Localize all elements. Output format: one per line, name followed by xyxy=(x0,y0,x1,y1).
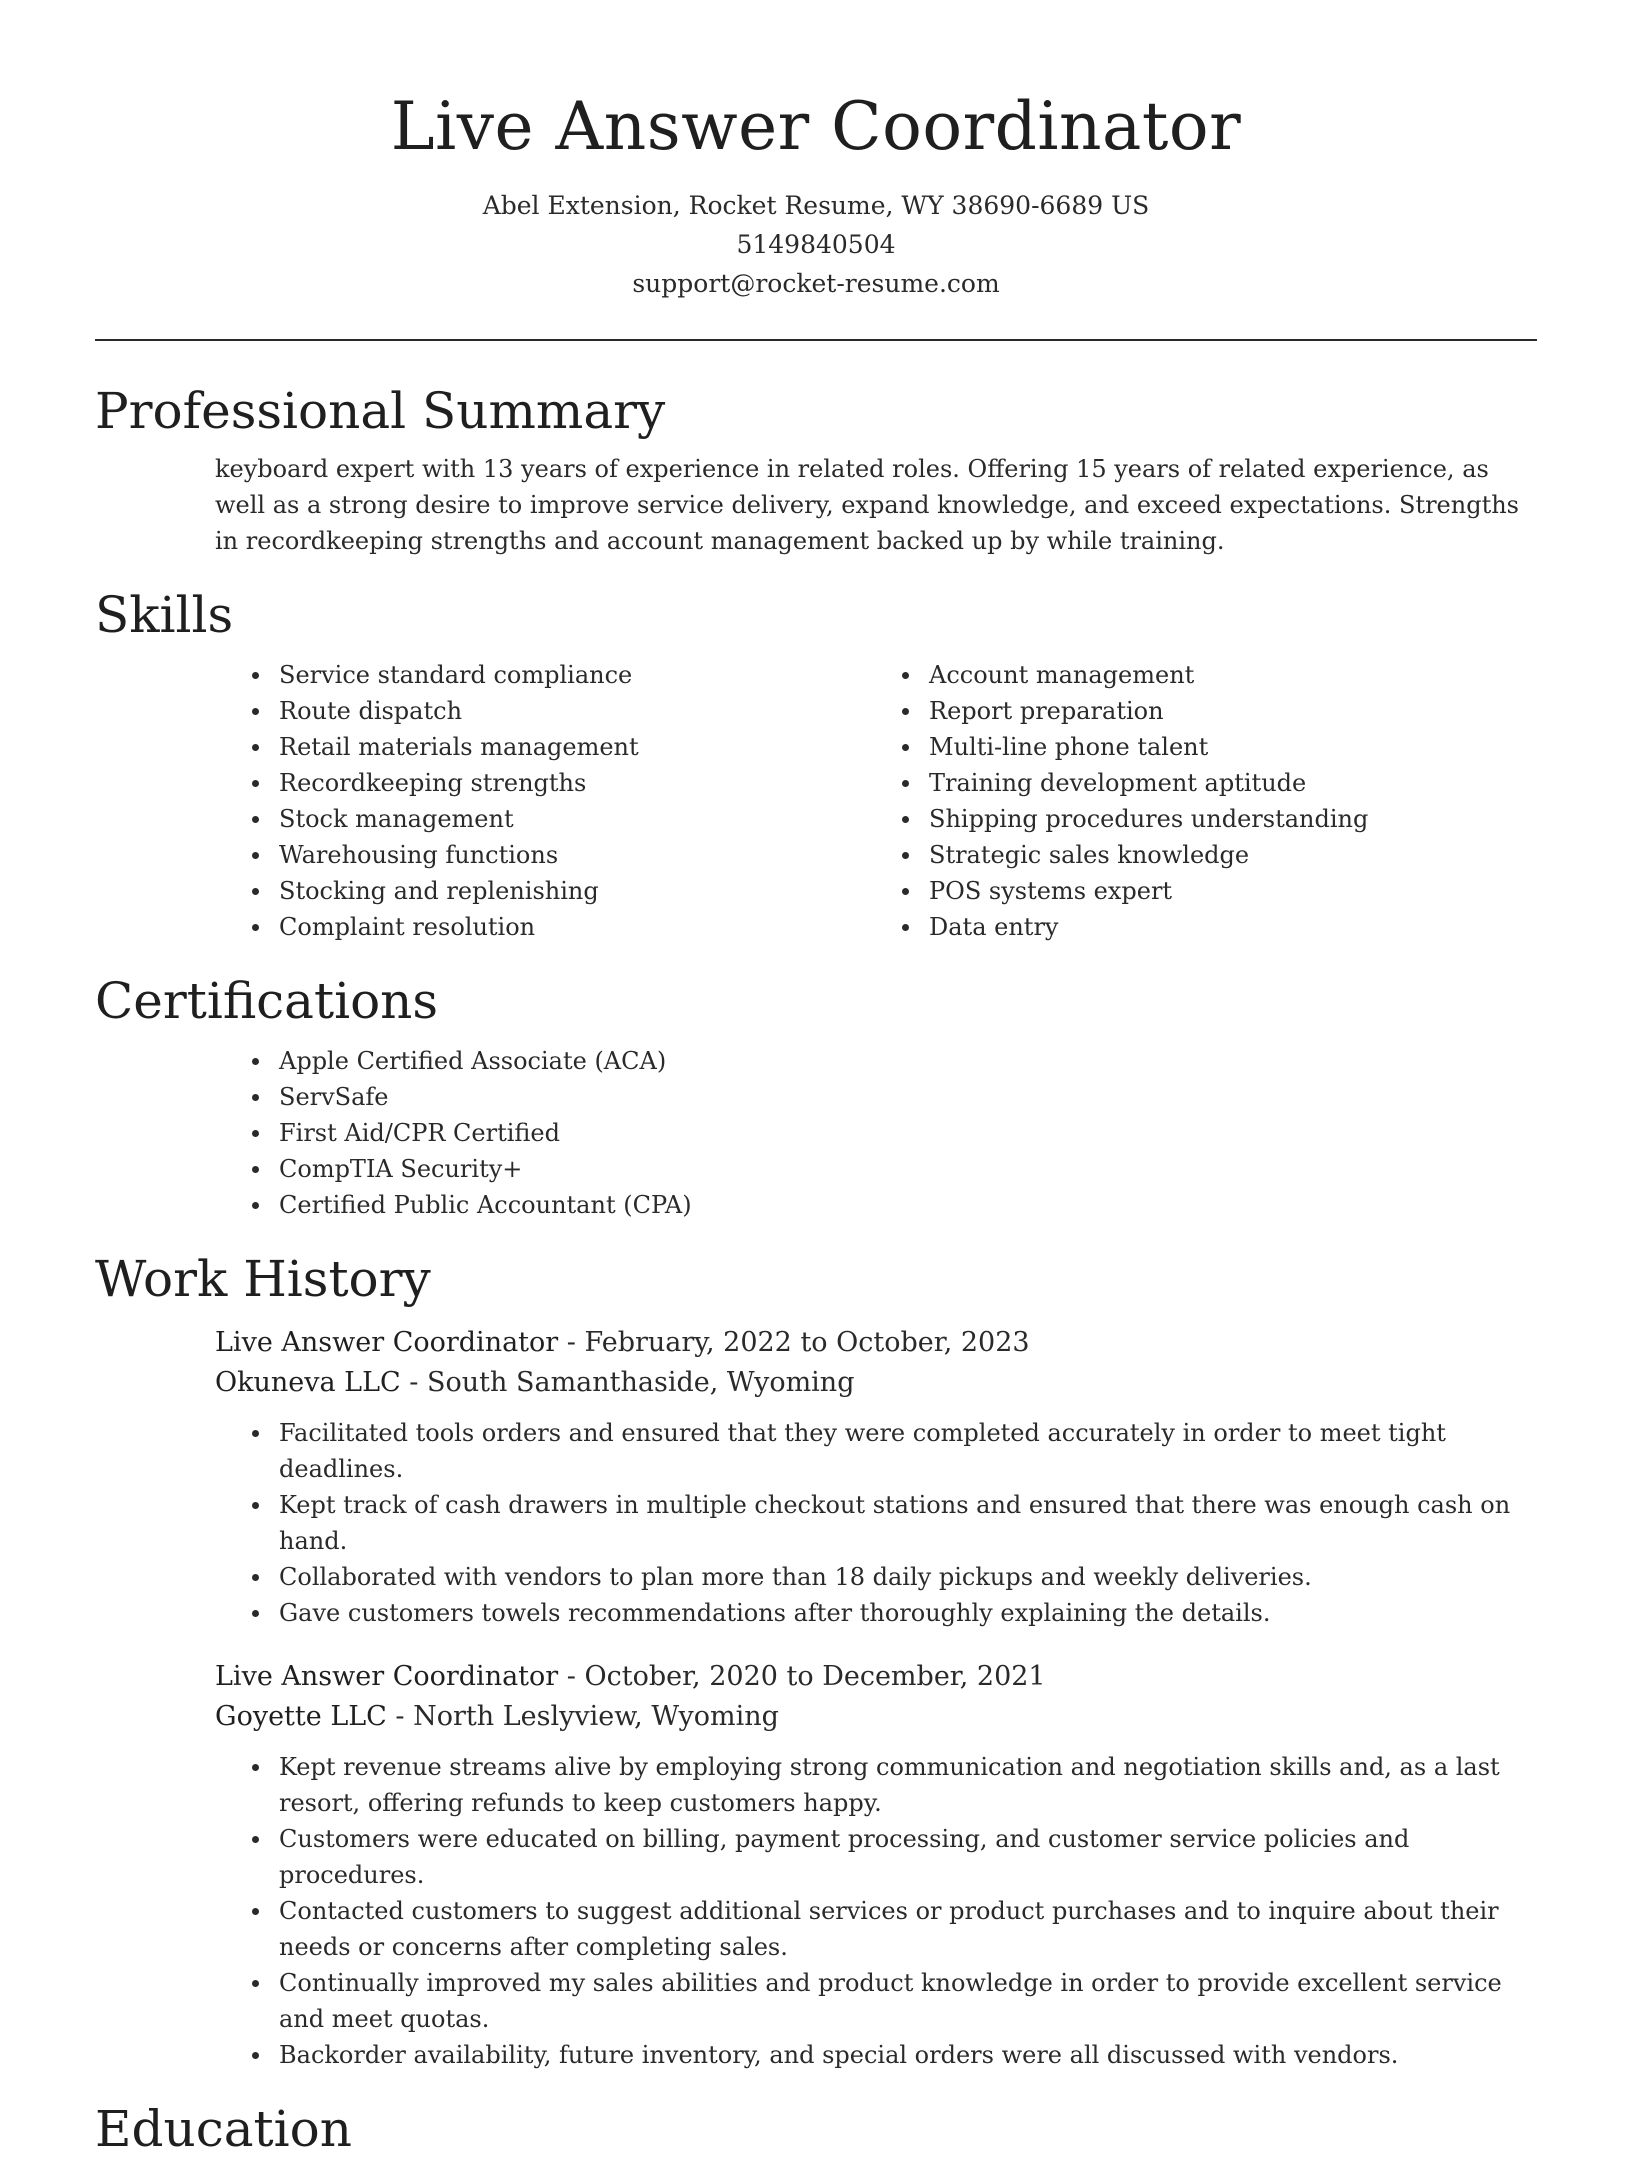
job-company-line xyxy=(215,1363,1537,1403)
job-company-line xyxy=(215,1697,1537,1737)
summary-text: keyboard expert with 13 years of experience in related roles. Offering 15 years of related experience, as well as a strong desire to improve service delivery, expand knowledge, and exceed expectations. Strengths in recordkeeping strengths and account management backed up by while training. xyxy=(215,455,1519,555)
skill-item: Training development aptitude xyxy=(885,765,1368,801)
job-title-line xyxy=(215,1657,1537,1697)
contact-address: Abel Extension, Rocket Resume, WY 38690-6689 US xyxy=(482,191,1150,220)
skills-columns xyxy=(95,657,1537,945)
job-company: Okuneva LLC xyxy=(215,1367,401,1398)
contact-block xyxy=(95,186,1537,303)
skill-item: Report preparation xyxy=(885,693,1368,729)
skill-item: Multi-line phone talent xyxy=(885,729,1368,765)
resume-page xyxy=(95,0,1537,2159)
header-divider xyxy=(95,339,1537,341)
job-duty: Contacted customers to suggest additional services or product purchases and to inquire about their needs or concerns after completing sales. xyxy=(235,1893,1537,1965)
job-location: - South Samanthaside, Wyoming xyxy=(400,1367,855,1398)
skill-item: Retail materials management xyxy=(235,729,885,765)
certifications-section xyxy=(95,971,1537,1223)
job-duties-list xyxy=(235,1415,1537,1631)
certification-item: ServSafe xyxy=(235,1079,1537,1115)
job-duty: Gave customers towels recommendations after thoroughly explaining the details. xyxy=(235,1595,1537,1631)
job-duty: Backorder availability, future inventory, and special orders were all discussed with vendors. xyxy=(235,2037,1537,2073)
job-duties-list xyxy=(235,1749,1537,2073)
job-title-line xyxy=(215,1323,1537,1363)
resume-header xyxy=(95,0,1537,303)
skill-item: Recordkeeping strengths xyxy=(235,765,885,801)
job-dates: - February, 2022 to October, 2023 xyxy=(558,1327,1030,1358)
job-role: Live Answer Coordinator xyxy=(215,1661,559,1692)
summary-heading: Professional Summary xyxy=(95,382,666,440)
education-heading: Education xyxy=(95,2100,352,2158)
job-duty: Facilitated tools orders and ensured that they were completed accurately in order to meet tight deadlines. xyxy=(235,1415,1537,1487)
job-role: Live Answer Coordinator xyxy=(215,1327,559,1358)
summary-section xyxy=(95,381,1537,559)
skill-item: Complaint resolution xyxy=(235,909,885,945)
skills-heading: Skills xyxy=(95,586,234,644)
job-duty: Collaborated with vendors to plan more than 18 daily pickups and weekly deliveries. xyxy=(235,1559,1537,1595)
job-company: Goyette LLC xyxy=(215,1701,387,1732)
certification-item: Apple Certified Associate (ACA) xyxy=(235,1043,1537,1079)
skill-item: POS systems expert xyxy=(885,873,1368,909)
job-duty: Continually improved my sales abilities and product knowledge in order to provide excellent service and meet quotas. xyxy=(235,1965,1537,2037)
job-entry xyxy=(215,1657,1537,2073)
skill-item: Stocking and replenishing xyxy=(235,873,885,909)
skill-item: Shipping procedures understanding xyxy=(885,801,1368,837)
contact-email: support@rocket-resume.com xyxy=(632,269,1000,298)
job-duty: Customers were educated on billing, payment processing, and customer service policies and procedures. xyxy=(235,1821,1537,1893)
certification-item: Certified Public Accountant (CPA) xyxy=(235,1187,1537,1223)
certifications-heading: Certifications xyxy=(95,972,439,1030)
candidate-name: Live Answer Coordinator xyxy=(390,88,1242,165)
skill-item: Account management xyxy=(885,657,1368,693)
skill-item: Strategic sales knowledge xyxy=(885,837,1368,873)
work-history-section xyxy=(95,1249,1537,2073)
certification-item: First Aid/CPR Certified xyxy=(235,1115,1537,1151)
skill-item: Data entry xyxy=(885,909,1368,945)
skills-list-right xyxy=(885,657,1368,945)
certifications-list xyxy=(235,1043,1537,1223)
certification-item: CompTIA Security+ xyxy=(235,1151,1537,1187)
skills-section xyxy=(95,585,1537,945)
job-location: - North Leslyview, Wyoming xyxy=(386,1701,779,1732)
skill-item: Warehousing functions xyxy=(235,837,885,873)
job-duty: Kept revenue streams alive by employing strong communication and negotiation skills and, as a last resort, offering refunds to keep customers happy. xyxy=(235,1749,1537,1821)
skill-item: Route dispatch xyxy=(235,693,885,729)
work-history-heading: Work History xyxy=(95,1250,431,1308)
job-dates: - October, 2020 to December, 2021 xyxy=(558,1661,1046,1692)
job-entry xyxy=(215,1323,1537,1631)
skills-list-left xyxy=(235,657,885,945)
skill-item: Service standard compliance xyxy=(235,657,885,693)
job-duty: Kept track of cash drawers in multiple checkout stations and ensured that there was enough cash on hand. xyxy=(235,1487,1537,1559)
skill-item: Stock management xyxy=(235,801,885,837)
education-section xyxy=(95,2099,1537,2159)
contact-phone: 5149840504 xyxy=(736,230,896,259)
